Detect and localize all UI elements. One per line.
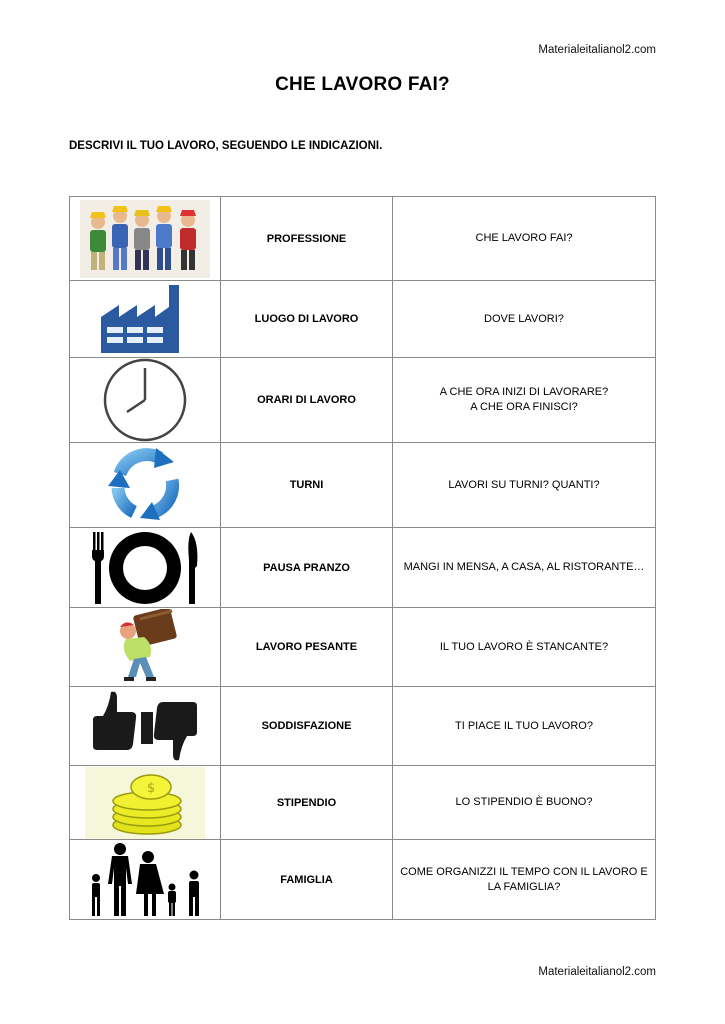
table-row — [70, 840, 656, 920]
table-row — [70, 197, 656, 281]
footer-site-name: Materialeitalianol2.com — [538, 966, 656, 978]
instruction-text: DESCRIVI IL TUO LAVORO, SEGUENDO LE INDICAZIONI. — [69, 140, 383, 152]
page-title: CHE LAVORO FAI? — [275, 74, 450, 95]
row-label: LUOGO DI LAVORO — [221, 281, 393, 358]
table-row — [70, 443, 656, 528]
thumbs-up-down-icon — [87, 688, 203, 764]
plate-cutlery-icon — [87, 530, 203, 606]
row-label: SODDISFAZIONE — [221, 687, 393, 766]
row-label: PROFESSIONE — [221, 197, 393, 281]
row-question: TI PIACE IL TUO LAVORO? — [393, 687, 656, 766]
svg-text:$: $ — [146, 780, 156, 796]
row-question: IL TUO LAVORO È STANCANTE? — [393, 608, 656, 687]
coins-icon — [85, 767, 205, 839]
row-question: MANGI IN MENSA, A CASA, AL RISTORANTE… — [393, 528, 656, 608]
row-question: LO STIPENDIO È BUONO? — [393, 766, 656, 840]
row-question: COME ORGANIZZI IL TEMPO CON IL LAVORO E LA FAMIGLIA? — [393, 840, 656, 920]
row-question: A CHE ORA INIZI DI LAVORARE? A CHE ORA FINISCI? — [393, 358, 656, 443]
table-row — [70, 766, 656, 840]
row-question: DOVE LAVORI? — [393, 281, 656, 358]
table-row — [70, 358, 656, 443]
workers-icon — [80, 200, 210, 278]
table-row — [70, 608, 656, 687]
row-question: CHE LAVORO FAI? — [393, 197, 656, 281]
row-label: FAMIGLIA — [221, 840, 393, 920]
header-site-name: Materialeitalianol2.com — [538, 44, 656, 56]
row-label: ORARI DI LAVORO — [221, 358, 393, 443]
heavy-load-icon — [106, 609, 184, 685]
factory-icon — [99, 283, 191, 355]
table-row — [70, 528, 656, 608]
table-row — [70, 687, 656, 766]
cycle-arrows-icon — [104, 444, 186, 526]
row-label: LAVORO PESANTE — [221, 608, 393, 687]
row-label: TURNI — [221, 443, 393, 528]
row-label: PAUSA PRANZO — [221, 528, 393, 608]
row-label: STIPENDIO — [221, 766, 393, 840]
job-description-table — [69, 196, 656, 920]
clock-icon — [103, 358, 187, 442]
row-question: LAVORI SU TURNI? QUANTI? — [393, 443, 656, 528]
family-icon — [86, 842, 204, 918]
table-row — [70, 281, 656, 358]
